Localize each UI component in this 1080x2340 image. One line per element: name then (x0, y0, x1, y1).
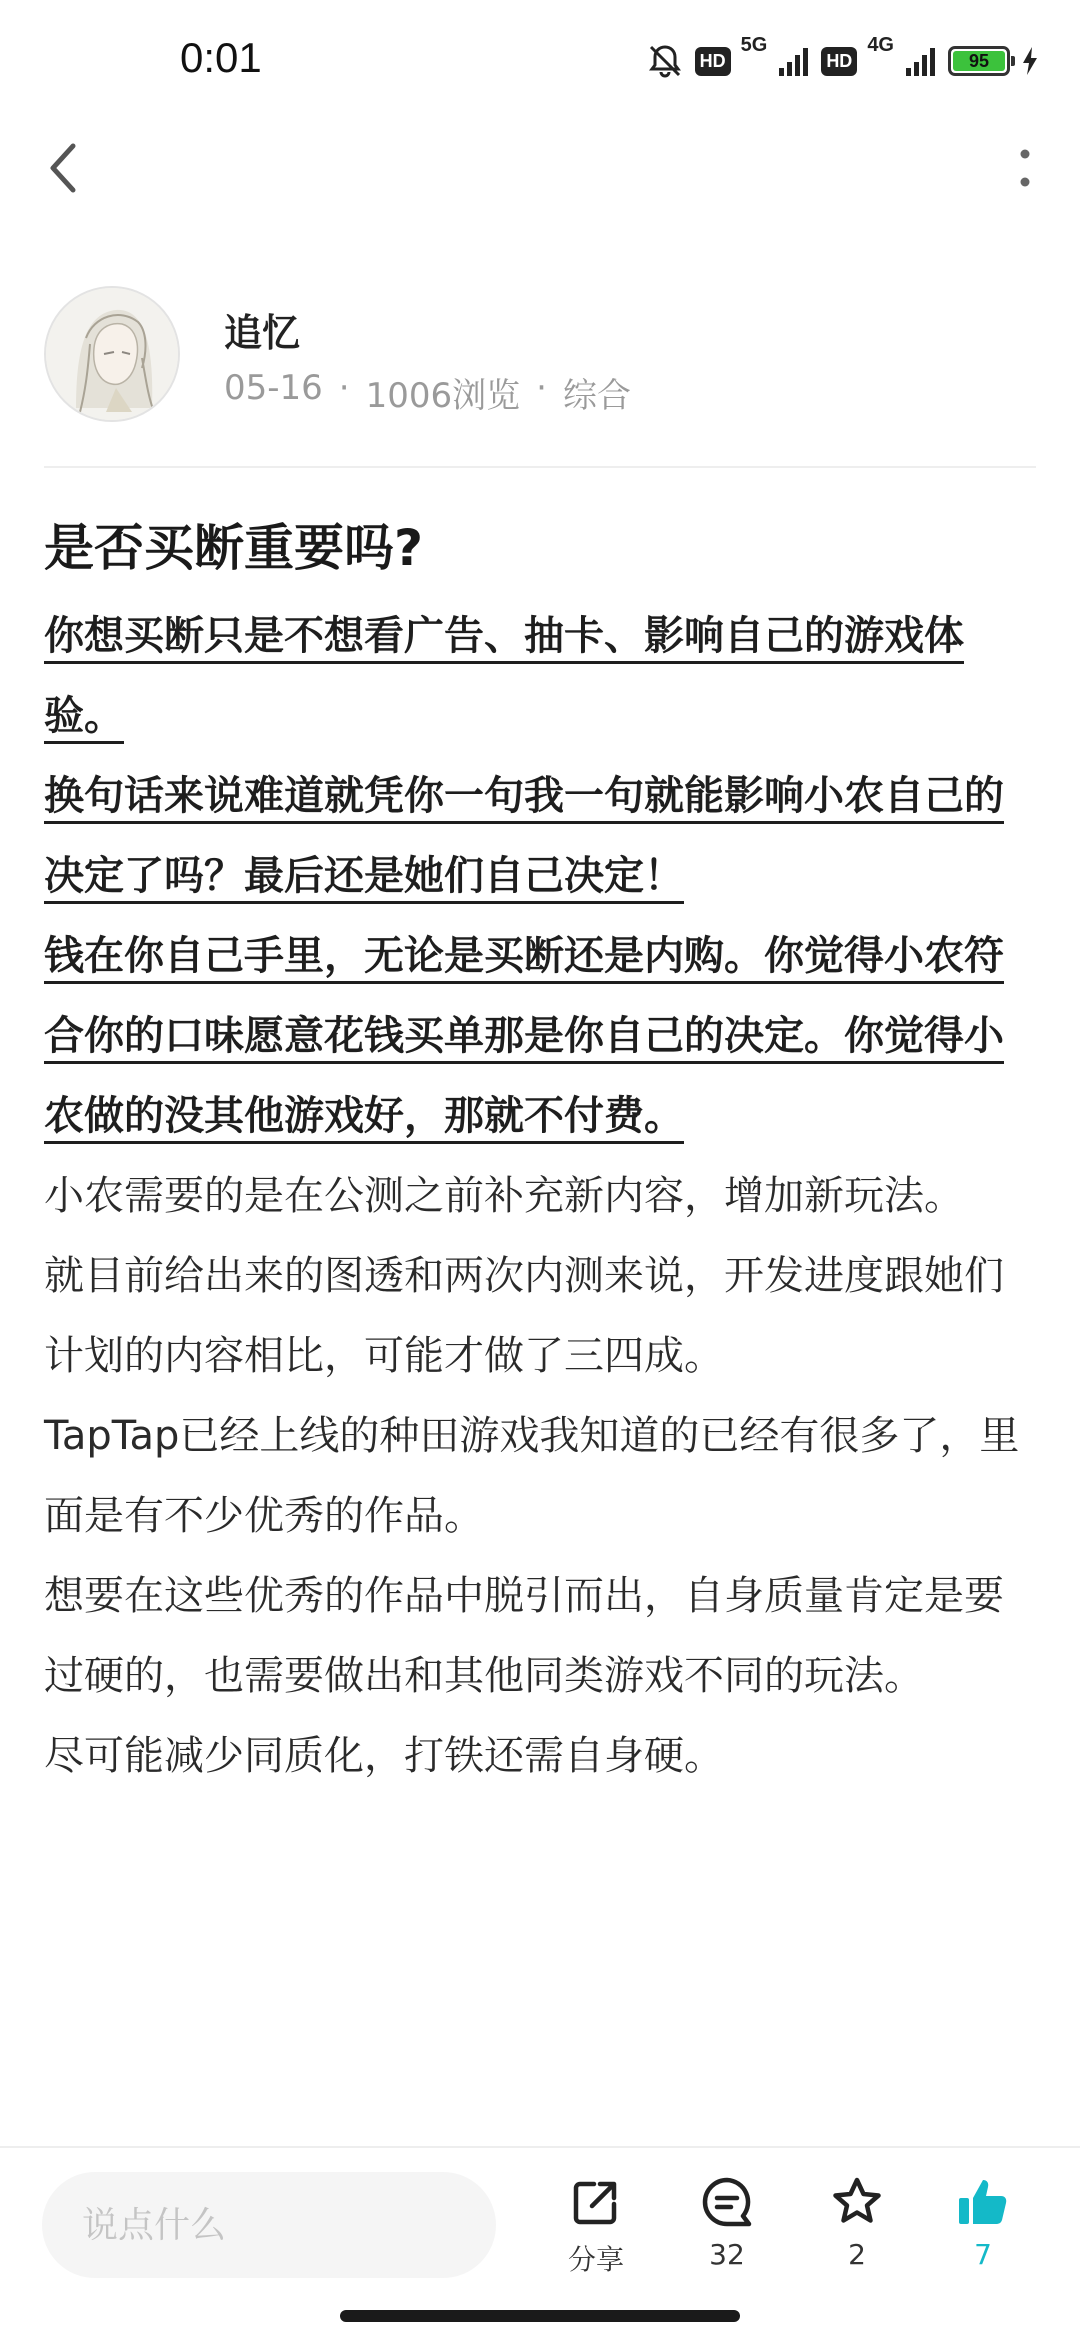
status-icons (645, 36, 1040, 86)
header-divider (44, 466, 1036, 468)
post-date: 05-16 (224, 368, 323, 408)
paragraph: 想要在这些优秀的作品中脱引而出，自身质量肯定是要过硬的，也需要做出和其他同类游戏不同的玩法。 (44, 1573, 1004, 1699)
paragraph: 小农需要的是在公测之前补充新内容，增加新玩法。 (44, 1173, 964, 1219)
battery-level: 95 (953, 51, 1005, 71)
favorite-button[interactable] (802, 2172, 912, 2282)
meta-separator: · (338, 368, 350, 408)
network-label-1: 5G (740, 34, 768, 56)
status-bar (0, 0, 1080, 120)
comments-count: 32 (709, 2238, 745, 2271)
share-button[interactable] (541, 2172, 651, 2282)
emphasized-text: 钱在你自己手里，无论是买断还是内购。你觉得小农符合你的口味愿意花钱买单那是你自己的决定。你觉得小农做的没其他游戏好，那就不付费。 (44, 933, 1004, 1139)
signal-icon (777, 44, 811, 78)
hd-badge-2: HD (821, 47, 857, 76)
paragraph (44, 596, 1034, 756)
status-time: 0:01 (180, 34, 262, 81)
thumbs-up-icon (955, 2174, 1011, 2230)
home-indicator[interactable] (340, 2310, 740, 2322)
emphasized-text: 换句话来说难道就凭你一句我一句就能影响小农自己的决定了吗？最后还是她们自己决定！ (44, 773, 1004, 899)
charging-icon (1020, 46, 1040, 76)
hd-badge-1: HD (695, 47, 731, 76)
paragraph (44, 916, 1034, 1156)
like-button[interactable] (928, 2172, 1038, 2282)
share-icon (568, 2174, 624, 2230)
favorites-count: 2 (848, 2238, 866, 2271)
paragraph (44, 756, 1034, 916)
post-meta (224, 368, 631, 417)
post-title: 是否买断重要吗? (44, 519, 424, 577)
meta-separator: · (536, 368, 547, 408)
star-icon (829, 2174, 885, 2230)
view-count: 1006浏览 (365, 376, 521, 416)
comments-button[interactable] (672, 2172, 782, 2282)
paragraph: 尽可能减少同质化，打铁还需自身硬。 (44, 1733, 724, 1779)
likes-count: 7 (974, 2238, 992, 2271)
bottom-bar-divider (0, 2146, 1080, 2148)
emphasized-text: 你想买断只是不想看广告、抽卡、影响自己的游戏体验。 (44, 613, 964, 739)
paragraph: TapTap已经上线的种田游戏我知道的已经有很多了，里面是有不少优秀的作品。 (44, 1413, 1020, 1539)
avatar-illustration (46, 288, 178, 420)
chevron-left-icon (47, 142, 79, 194)
more-vertical-icon (1019, 148, 1031, 188)
comment-input[interactable] (42, 2172, 496, 2278)
network-label-2: 4G (867, 34, 894, 56)
comment-icon (699, 2174, 755, 2230)
author-name[interactable]: 追忆 (224, 311, 301, 355)
more-options-button[interactable] (1010, 135, 1040, 201)
avatar[interactable] (44, 286, 180, 422)
battery-icon (948, 46, 1010, 76)
signal-icon (904, 44, 938, 78)
mute-bell-icon (645, 41, 685, 81)
share-label: 分享 (567, 2243, 624, 2276)
post-category[interactable]: 综合 (562, 376, 631, 416)
paragraph: 就目前给出来的图透和两次内测来说，开发进度跟她们计划的内容相比，可能才做了三四成。 (44, 1253, 1004, 1379)
back-button[interactable] (38, 135, 88, 201)
post-body (44, 596, 1034, 1796)
